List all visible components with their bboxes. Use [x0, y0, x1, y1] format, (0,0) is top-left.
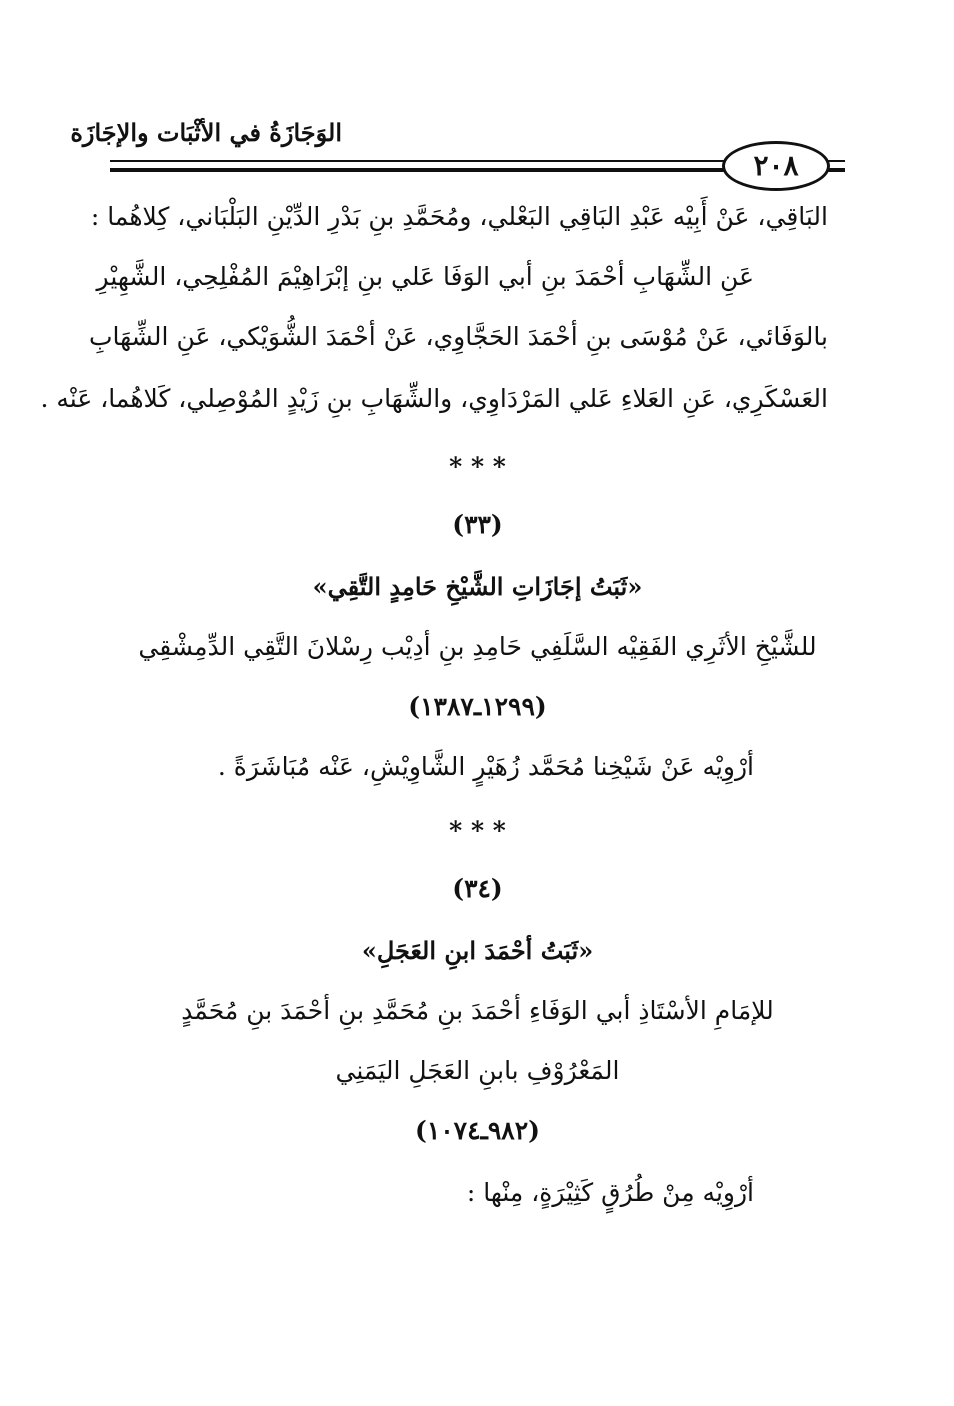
- entry-number: (٣٤): [452, 874, 503, 903]
- entry-author: المَعْرُوْفِ بابنِ العَجَلِ اليَمَنِي: [335, 1056, 620, 1085]
- paragraph-line: بالوَفَائي، عَنْ مُوْسَى بنِ أحْمَدَ الحَجَّاوِي، عَنْ أحْمَدَ الشُّوَيْكي، عَنِ الشِّهَابِ: [88, 322, 828, 351]
- paragraph-line: عَنِ الشِّهَابِ أحْمَدَ بنِ أبي الوَفَا عَلي بنِ إبْرَاهِيْمَ المُفْلِحِي، الشَّهِيْرِ: [96, 262, 754, 291]
- section-separator: * * *: [449, 452, 506, 481]
- paragraph-line: البَاقِي، عَنْ أَبِيْه عَبْدِ البَاقِي البَعْلي، ومُحَمَّدِ بنِ بَدْرِ الدِّيْنِ البَلْبَاني، كِلاهُما :: [90, 202, 828, 231]
- running-title: الوَجَازَةُ في الأثْبَات والإجَازَة: [70, 118, 342, 147]
- page-number: ٢٠٨: [722, 141, 830, 191]
- entry-chain: أرْوِيْه مِنْ طُرُقٍ كَثِيْرَةٍ، مِنْها :: [466, 1178, 754, 1207]
- entry-title: «ثَبَتُ أحْمَدَ ابنِ العَجَلِ»: [361, 936, 594, 965]
- section-separator: * * *: [449, 816, 506, 845]
- entry-number: (٣٣): [452, 510, 503, 539]
- paragraph-line: العَسْكَرِي، عَنِ العَلاءِ عَلي المَرْدَاوِي، والشِّهَابِ بنِ زَيْدٍ المُوْصِلي، كَلاهُما، عَنْه .: [40, 384, 828, 413]
- entry-author: للإمَامِ الأسْتَاذِ أبي الوَفَاءِ أحْمَدَ بنِ مُحَمَّدِ بنِ أحْمَدَ بنِ مُحَمَّدٍ: [181, 996, 774, 1025]
- entry-chain: أرْوِيْه عَنْ شَيْخِنا مُحَمَّد زُهَيْرٍ الشَّاوِيْشِ، عَنْه مُبَاشَرَةً .: [217, 752, 754, 781]
- entry-dates: (١٢٩٩ـ١٣٨٧): [408, 692, 547, 721]
- entry-dates: (٩٨٢ـ١٠٧٤): [414, 1116, 541, 1145]
- entry-author: للشَّيْخِ الأثَرِي الفَقِيْه السَّلَفِي حَامِدِ بنِ أدِيْب رِسْلانَ التَّقِي الدِّمِشْقِي: [138, 632, 817, 661]
- entry-title: «ثَبَتُ إجَازَاتِ الشَّيْخِ حَامِدٍ التَّقِي»: [312, 572, 643, 601]
